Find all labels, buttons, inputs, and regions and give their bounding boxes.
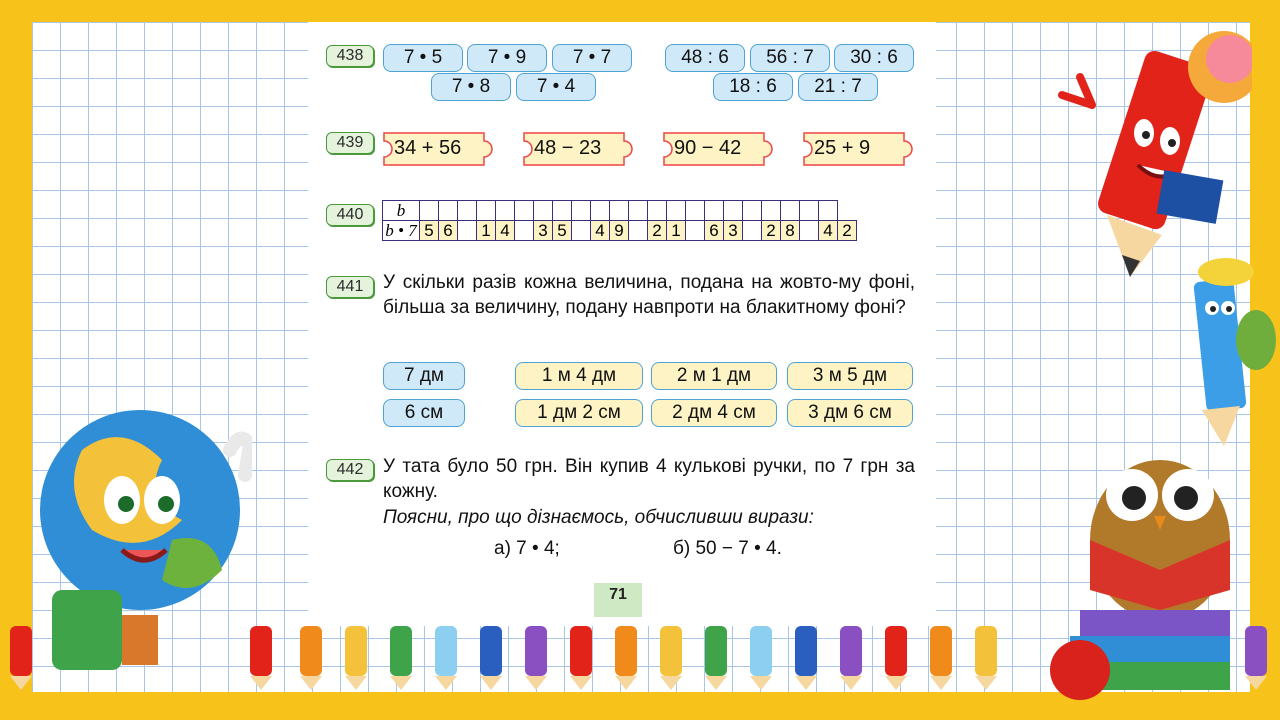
table-cell [629, 221, 648, 241]
yellow-value: 3 дм 6 см [787, 399, 913, 427]
exercise-442-number: 442 [326, 459, 374, 481]
expression: 21 : 7 [798, 73, 878, 101]
expression: 25 + 9 [814, 137, 871, 159]
table-cell: 5 [553, 221, 572, 241]
expression: 30 : 6 [834, 44, 914, 72]
expression: 48 − 23 [534, 137, 602, 159]
red-pencil-character-icon [1052, 15, 1252, 285]
yellow-value: 1 м 4 дм [515, 362, 643, 390]
table-cell: 4 [591, 221, 610, 241]
blue-value: 7 дм [383, 362, 465, 390]
table-cell: 2 [838, 221, 857, 241]
row-label: b • 7 [383, 221, 420, 241]
yellow-value: 2 дм 4 см [651, 399, 777, 427]
table-row-b [383, 201, 857, 221]
table-cell: 3 [534, 221, 553, 241]
table-cell: 6 [705, 221, 724, 241]
multiplication-table [382, 200, 857, 241]
yellow-value: 1 дм 2 см [515, 399, 643, 427]
table-cell: 1 [477, 221, 496, 241]
blue-value: 6 см [383, 399, 465, 427]
expression: 7 • 4 [516, 73, 596, 101]
exercise-440-number: 440 [326, 204, 374, 226]
exercise-438-number: 438 [326, 45, 374, 67]
table-cell [458, 221, 477, 241]
table-cell: 9 [610, 221, 629, 241]
table-cell: 8 [781, 221, 800, 241]
exercise-441-text: У скільки разів кожна величина, подана на жовто-му фоні, більша за величину, подану навпроти на блакитному фоні? [383, 272, 915, 318]
expression: 18 : 6 [713, 73, 793, 101]
table-cell [800, 221, 819, 241]
exercise-439-number: 439 [326, 132, 374, 154]
exercise-442-text: У тата було 50 грн. Він купив 4 кулькові ручки, по 7 грн за кожну. [383, 456, 915, 502]
exercise-441-number: 441 [326, 276, 374, 298]
table-cell: 6 [439, 221, 458, 241]
pencil-border [0, 622, 1280, 692]
expression-b: б) 50 − 7 • 4. [673, 538, 782, 559]
table-cell: 1 [667, 221, 686, 241]
expression: 7 • 9 [467, 44, 547, 72]
expression: 7 • 7 [552, 44, 632, 72]
table-cell: 4 [496, 221, 515, 241]
textbook-page [308, 22, 936, 626]
puzzle-piece [382, 131, 494, 167]
puzzle-piece [802, 131, 914, 167]
puzzle-piece [522, 131, 634, 167]
puzzle-piece [662, 131, 774, 167]
yellow-value: 2 м 1 дм [651, 362, 777, 390]
expression: 56 : 7 [750, 44, 830, 72]
row-label: b [383, 201, 420, 221]
table-cell: 3 [724, 221, 743, 241]
table-cell [572, 221, 591, 241]
expression: 90 − 42 [674, 137, 742, 159]
expression: 48 : 6 [665, 44, 745, 72]
yellow-value: 3 м 5 дм [787, 362, 913, 390]
exercise-442-task: Поясни, про що дізнаємось, обчисливши вирази: [383, 507, 814, 528]
expression-a: а) 7 • 4; [494, 538, 560, 559]
expression: 7 • 8 [431, 73, 511, 101]
page-number: 71 [594, 583, 642, 617]
table-cell: 2 [648, 221, 667, 241]
expression: 34 + 56 [394, 137, 462, 159]
table-cell: 4 [819, 221, 838, 241]
table-row-b7 [383, 221, 857, 241]
table-cell [743, 221, 762, 241]
expression: 7 • 5 [383, 44, 463, 72]
table-cell [686, 221, 705, 241]
table-cell [515, 221, 534, 241]
table-cell: 5 [420, 221, 439, 241]
table-cell: 2 [762, 221, 781, 241]
